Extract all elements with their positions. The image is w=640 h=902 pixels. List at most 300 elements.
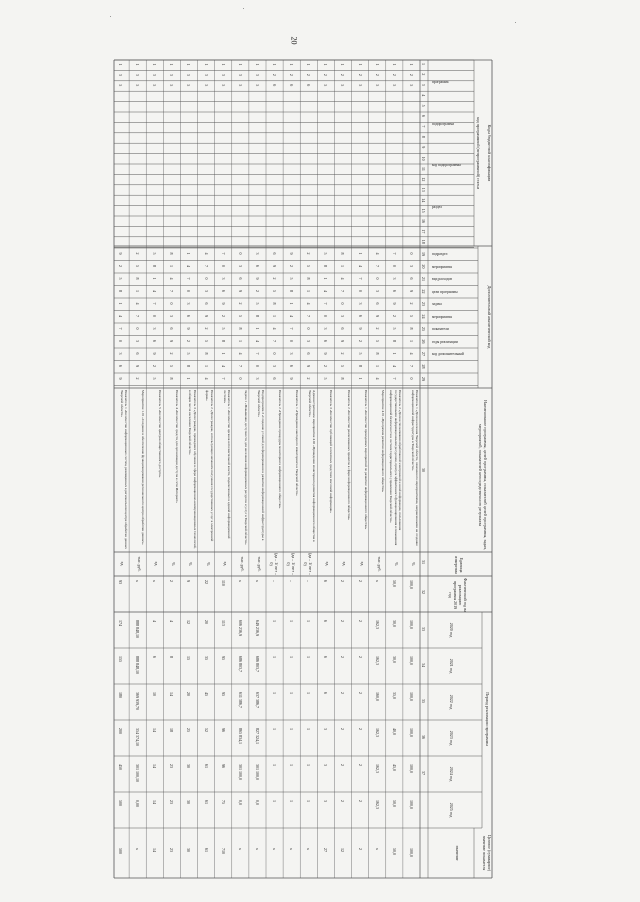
year-value: 500: [118, 800, 124, 806]
header-base-year: Фактический год на реализацию программы 2019 год: [448, 578, 468, 612]
hier-digit: 0: [374, 277, 380, 280]
code-digit: 5: [118, 84, 124, 87]
hier-digit: 0: [237, 252, 243, 255]
hier-digit: 1: [272, 315, 278, 317]
column-number: 18: [421, 239, 426, 244]
hier-digit: 6: [323, 340, 329, 342]
header-vertical-label: показатели: [432, 327, 449, 331]
hier-digit: 9: [408, 290, 414, 292]
hier-digit: 0: [237, 377, 243, 380]
hier-digit: 4: [374, 252, 380, 255]
hier-digit: 7: [220, 377, 226, 380]
rotated-program-table: [112, 58, 494, 880]
code-digit: 5: [152, 84, 158, 87]
header-budget-codes: Коды бюджетной классификации: [487, 124, 492, 182]
year-value: 180: [118, 692, 124, 698]
year-value: 20: [186, 692, 192, 696]
hier-digit: 7: [289, 327, 295, 330]
column-number: 13: [421, 187, 426, 192]
hier-digit: 8: [254, 315, 260, 317]
year-value: 1: [306, 620, 312, 622]
hier-digit: 2: [118, 265, 124, 267]
column-number: 21: [421, 277, 426, 281]
code-digit: 1: [374, 63, 380, 66]
year-value: 2: [340, 656, 346, 658]
hier-digit: 2: [220, 315, 226, 317]
header-final-sub: значение: [455, 845, 460, 861]
indicator-name: Задача 1 «Повышение доступности для населения информационных ресурсов и услуг в Тверской области»: [243, 390, 248, 545]
year-value: 637 386,7: [254, 692, 260, 708]
hier-digit: 5: [272, 290, 278, 292]
code-digit: 1: [289, 63, 295, 66]
indicator-name: Показатель 2 «Проведение процедуры мониторинга информационного общества»: [278, 390, 283, 509]
year-value: 888 848,10: [135, 620, 141, 638]
hier-digit: 2: [306, 252, 312, 255]
hier-digit: 4: [272, 327, 278, 330]
year-header: 2022 год: [449, 694, 454, 710]
hier-digit: 9: [186, 327, 192, 330]
hier-digit: 5: [220, 327, 226, 330]
base-value: х: [135, 580, 141, 582]
hier-digit: 8: [118, 290, 124, 292]
year-value: 1: [289, 728, 295, 730]
hier-digit: 3: [254, 377, 260, 380]
column-number: 3: [421, 83, 426, 86]
column-number: 4: [421, 94, 426, 97]
hier-digit: 1: [408, 340, 414, 342]
hier-digit: 6: [152, 340, 158, 342]
header-vertical-label: раздел: [432, 204, 442, 209]
column-number: 11: [421, 167, 426, 171]
code-digit: 1: [340, 63, 346, 66]
hier-digit: 3: [289, 352, 295, 355]
hier-digit: 1: [118, 302, 124, 305]
unit-value: %: [188, 562, 194, 566]
hier-digit: 2: [135, 377, 141, 380]
column-number: 31: [421, 560, 426, 564]
year-value: 369 939,70: [135, 692, 141, 710]
hier-digit: 2: [152, 365, 158, 367]
hier-digit: 1: [237, 340, 243, 342]
year-value: 1: [289, 800, 295, 802]
hier-digit: 4: [203, 252, 209, 255]
hier-digit: 7: [323, 302, 329, 305]
hier-digit: 6: [135, 352, 141, 355]
hier-digit: 1: [254, 327, 260, 330]
column-number: 10: [421, 156, 426, 161]
code-digit: 6: [306, 84, 312, 87]
year-value: 25: [186, 728, 192, 732]
hier-digit: 5: [340, 365, 346, 367]
hier-digit: 6: [306, 352, 312, 355]
indicator-name: Показатель 1 «Количество информационных систем, размещенных в региональном центре обработки данных Тверской области»: [119, 390, 129, 549]
hier-digit: 3: [408, 265, 414, 267]
code-digit: 2: [272, 73, 278, 76]
header-name-column: Наименование программы, целей программы, показателей целей программы, задач, мероприятий, показателей непосредственного результата: [478, 400, 488, 550]
year-value: 96: [220, 764, 226, 768]
year-value: 14: [169, 692, 175, 696]
hier-digit: 1: [323, 277, 329, 280]
year-value: 155: [118, 656, 124, 662]
final-value: 30: [186, 848, 192, 852]
indicator-name: Подпрограмма 3 «Создание условий для формирования и развития информационной инфраструктуры в Тверской области»: [256, 390, 265, 541]
year-value: 35,0: [391, 692, 397, 699]
column-number: 14: [421, 198, 426, 203]
header-vertical-label: подраздел: [432, 252, 448, 256]
code-digit: 1: [135, 63, 141, 66]
column-number: 1: [421, 63, 426, 65]
unit-value: ед.: [325, 561, 331, 567]
hier-digit: 9: [357, 327, 363, 330]
column-number: 19: [421, 252, 426, 256]
code-digit: 3: [118, 73, 124, 76]
code-digit: 5: [203, 84, 209, 87]
code-digit: 1: [186, 63, 192, 66]
hier-digit: 2: [391, 315, 397, 317]
hier-digit: 4: [391, 365, 397, 367]
hier-digit: 7: [152, 302, 158, 305]
final-value: 61: [203, 848, 209, 852]
unit-value: %: [410, 562, 416, 566]
code-digit: 3: [186, 73, 192, 76]
code-digit: 5: [220, 84, 226, 87]
column-number: 9: [421, 146, 426, 149]
unit-value: ед.: [120, 561, 126, 567]
base-value: 2: [169, 580, 175, 582]
hier-digit: 2: [289, 265, 295, 267]
hier-digit: 7: [306, 315, 312, 317]
code-digit: 2: [374, 73, 380, 76]
unit-value: (да – 1/ нет – 0): [286, 553, 297, 575]
year-value: 200: [118, 728, 124, 734]
year-value: 30,0: [391, 620, 397, 627]
hier-digit: 6: [169, 327, 175, 330]
hier-digit: 5: [169, 365, 175, 367]
final-value: 12: [340, 848, 346, 852]
code-digit: 1: [254, 63, 260, 66]
year-value: 12: [186, 620, 192, 624]
hier-digit: 0: [306, 327, 312, 330]
hier-digit: 1: [340, 265, 346, 267]
year-value: 162,3: [374, 728, 380, 737]
column-number: 23: [421, 302, 426, 306]
year-value: 162,3: [374, 764, 380, 773]
column-number: 2: [421, 73, 426, 76]
hier-digit: 3: [186, 302, 192, 305]
header-budget-codes-sub: код программной (непрограммной) статьи: [476, 117, 481, 189]
hier-digit: 4: [152, 290, 158, 292]
year-value: 2: [340, 728, 346, 730]
hier-digit: 3: [118, 352, 124, 355]
hier-digit: 4: [118, 315, 124, 317]
code-digit: 3: [237, 73, 243, 76]
hier-digit: 0: [357, 290, 363, 292]
hier-digit: 5: [306, 265, 312, 267]
hier-digit: 4: [237, 352, 243, 355]
code-digit: 5: [340, 84, 346, 87]
year-value: 52: [203, 728, 209, 732]
year-value: 865 834,1: [237, 728, 243, 744]
year-value: 3: [323, 764, 329, 766]
year-value: 30: [186, 764, 192, 768]
year-value: 2: [340, 764, 346, 766]
hier-digit: 0: [135, 327, 141, 330]
code-digit: 1: [237, 63, 243, 66]
hier-digit: 4: [408, 352, 414, 355]
hier-digit: 9: [391, 302, 397, 305]
year-value: 0,0: [254, 800, 260, 805]
hier-digit: 6: [408, 277, 414, 280]
year-value: 160,0: [374, 692, 380, 701]
year-value: 45,0: [391, 764, 397, 771]
hier-digit: 8: [289, 290, 295, 292]
final-value: х: [374, 848, 380, 850]
final-value: х: [135, 848, 141, 850]
hier-digit: 3: [254, 252, 260, 255]
hier-digit: 6: [254, 265, 260, 267]
code-digit: 5: [254, 84, 260, 87]
hier-digit: 5: [186, 352, 192, 355]
header-vertical-label: вид расходов: [432, 277, 452, 281]
year-value: 611 386,7: [237, 692, 243, 708]
base-value: 93: [118, 580, 124, 584]
year-value: 1: [272, 656, 278, 658]
column-number: 34: [421, 663, 426, 667]
year-value: 1: [272, 764, 278, 766]
hier-digit: 5: [203, 340, 209, 342]
hier-digit: 9: [272, 265, 278, 267]
hier-digit: 4: [357, 265, 363, 267]
hier-digit: 2: [237, 302, 243, 305]
column-number: 26: [421, 339, 426, 344]
code-digit: 5: [237, 84, 243, 87]
year-value: 0,00: [135, 800, 141, 807]
hier-digit: 2: [186, 340, 192, 342]
year-value: 6: [323, 620, 329, 622]
year-value: 1: [272, 692, 278, 694]
hier-digit: 9: [169, 340, 175, 342]
unit-value: тыс. руб.: [256, 556, 262, 572]
indicator-name: Показатель 1 «Доля населения Тверской области, охваченного мероприятиями, направленными на создание информационной инфраструктуры в Тверской области»: [410, 390, 419, 546]
hier-digit: 8: [374, 352, 380, 355]
hier-digit: 9: [323, 352, 329, 355]
year-header: 2023 год: [449, 730, 454, 746]
hier-digit: 9: [220, 302, 226, 305]
hier-digit: 3: [237, 265, 243, 267]
hier-digit: 2: [357, 340, 363, 342]
hier-digit: 6: [118, 365, 124, 367]
year-value: 827 324,1: [254, 728, 260, 744]
year-value: 162,3: [374, 800, 380, 809]
hier-digit: 4: [374, 377, 380, 380]
hier-digit: 7: [374, 265, 380, 267]
year-value: 301 100,10: [135, 764, 141, 782]
hier-digit: 2: [340, 352, 346, 355]
header-vertical-label: цели программы: [432, 289, 458, 294]
year-value: 20: [203, 620, 209, 624]
header-vertical-label: мероприятия: [432, 264, 452, 269]
hier-digit: 1: [152, 277, 158, 280]
indicator-name: Показатель 2 «Доля граждан, использующих механизм получения государственных услуг в электронной форме»: [205, 390, 214, 542]
hier-digit: 1: [357, 377, 363, 380]
page-number: 20: [289, 36, 299, 45]
unit-value: тыс. руб.: [376, 556, 382, 572]
year-value: 2: [340, 620, 346, 622]
year-header: 2024 год: [449, 766, 454, 782]
code-digit: 3: [152, 73, 158, 76]
hier-digit: 2: [306, 377, 312, 380]
year-value: 100,0: [408, 656, 414, 665]
code-digit: 6: [289, 84, 295, 87]
year-value: 96: [220, 728, 226, 732]
column-number: 28: [421, 364, 426, 369]
column-number: 15: [421, 208, 426, 213]
code-digit: 3: [203, 73, 209, 76]
hier-digit: 7: [220, 252, 226, 255]
unit-value: %: [205, 562, 211, 566]
code-digit: 3: [220, 73, 226, 76]
base-value: 110: [220, 580, 226, 586]
hier-digit: 4: [186, 265, 192, 267]
indicator-name: Административное мероприятие 4.02 «Проведение мониторинга развития информационного общества в Тверской области»: [308, 390, 317, 542]
column-number: 25: [421, 327, 426, 331]
unit-value: ед.: [222, 561, 228, 567]
code-digit: 1: [118, 63, 124, 66]
hier-digit: 3: [374, 290, 380, 292]
year-value: 174: [118, 620, 124, 626]
hier-digit: 0: [254, 365, 260, 367]
hier-digit: 8: [340, 252, 346, 255]
code-digit: 3: [169, 73, 175, 76]
hier-digit: 0: [220, 265, 226, 267]
indicator-name: Показатель 5 «Количество центров общественного доступа»: [158, 390, 163, 478]
year-value: 3: [323, 728, 329, 730]
year-value: 1: [306, 692, 312, 694]
hier-digit: 4: [340, 277, 346, 280]
code-digit: 5: [186, 84, 192, 87]
indicator-name: Показатель 3 «Доля граждан, прошедших обучение в сфере информационно-коммуникационных технологий, в общем числе населения Тверской области»: [188, 390, 197, 549]
hier-digit: 9: [118, 252, 124, 255]
year-value: 1: [306, 728, 312, 730]
hier-digit: 8: [272, 302, 278, 305]
hier-digit: 0: [118, 340, 124, 342]
header-vertical-label: код дополнительный: [432, 352, 464, 356]
hier-digit: 5: [374, 340, 380, 342]
hier-digit: 4: [169, 277, 175, 280]
code-digit: 2: [289, 73, 295, 76]
code-digit: 5: [408, 84, 414, 87]
code-digit: 5: [374, 84, 380, 87]
final-value: 710: [220, 848, 226, 854]
header-unit-column: Единица измерения: [454, 556, 464, 574]
hier-digit: 2: [408, 302, 414, 305]
hier-digit: 8: [135, 277, 141, 280]
hier-digit: 9: [152, 352, 158, 355]
year-value: 606 236,9: [237, 620, 243, 636]
year-value: 61: [203, 764, 209, 768]
hier-digit: 4: [323, 290, 329, 292]
year-value: 162,3: [374, 620, 380, 629]
hier-digit: 6: [289, 365, 295, 367]
column-number: 12: [421, 177, 426, 182]
header-vertical-label: программа: [432, 80, 449, 84]
hier-digit: 5: [118, 277, 124, 280]
year-value: 100,0: [408, 800, 414, 809]
hier-digit: 2: [272, 277, 278, 280]
year-value: 14: [152, 728, 158, 732]
hier-digit: 2: [323, 365, 329, 367]
unit-value: %: [393, 562, 399, 566]
hier-digit: 0: [272, 352, 278, 355]
indicator-name: Показатель 2 «Доля использования обработанной электронной и иной информации, пользования государственными информационными ресурсами, пропуск эффективного функционирования и повышения информационной безопасности в системе территориального управления Тверской области»: [389, 390, 402, 546]
hier-digit: 8: [323, 265, 329, 267]
hier-digit: 5: [152, 252, 158, 255]
column-number: 8: [421, 135, 426, 138]
final-value: 2: [357, 848, 363, 850]
final-value: 14: [152, 848, 158, 852]
unit-value: ед.: [154, 561, 160, 567]
code-digit: 2: [306, 73, 312, 76]
column-number: 32: [421, 590, 426, 594]
unit-value: (да – 1/ нет – 0): [269, 553, 280, 575]
hier-digit: 1: [306, 290, 312, 292]
year-value: 1: [306, 656, 312, 658]
column-number: 17: [421, 229, 426, 234]
hier-digit: 5: [357, 352, 363, 355]
year-value: 95: [220, 692, 226, 696]
hier-digit: 5: [152, 377, 158, 380]
year-value: 10: [152, 692, 158, 696]
code-digit: 1: [169, 63, 175, 66]
hier-digit: 0: [289, 340, 295, 342]
year-value: 100,0: [408, 764, 414, 773]
hier-digit: 7: [169, 290, 175, 292]
year-value: 0,0: [237, 800, 243, 805]
hier-digit: 6: [272, 377, 278, 380]
final-value: 27: [323, 848, 329, 852]
unit-value: тыс. руб.: [137, 556, 143, 572]
code-digit: 2: [323, 73, 329, 76]
year-value: 2: [357, 656, 363, 658]
code-digit: 3: [254, 73, 260, 76]
hier-digit: 3: [391, 277, 397, 280]
column-number: 33: [421, 627, 426, 631]
base-value: 6: [323, 580, 329, 582]
final-value: х: [306, 848, 312, 850]
hier-digit: 6: [220, 290, 226, 292]
year-value: 14: [152, 764, 158, 768]
year-value: 30: [186, 800, 192, 804]
year-value: 14: [152, 800, 158, 804]
column-number: 7: [421, 125, 426, 128]
hier-digit: 6: [357, 315, 363, 317]
hier-digit: 7: [237, 365, 243, 367]
hier-digit: 9: [340, 340, 346, 342]
year-value: 30,0: [391, 656, 397, 663]
hier-digit: 9: [306, 365, 312, 367]
scan-speck: [243, 8, 244, 9]
hier-digit: 1: [391, 352, 397, 355]
year-value: 18: [169, 728, 175, 732]
year-value: 8: [169, 656, 175, 658]
hier-digit: 1: [203, 365, 209, 367]
final-value: 100,0: [408, 848, 414, 857]
code-digit: 5: [391, 84, 397, 87]
indicator-name: Показатель 2 «Количество реализованных проектов в сфере информационного общества»: [346, 390, 351, 521]
indicator-name: Мероприятие 1.01 «Создание и обеспечение функционирования регионального центра обработки данных»: [141, 390, 146, 545]
hier-digit: 5: [323, 377, 329, 380]
year-value: 4: [152, 620, 158, 622]
